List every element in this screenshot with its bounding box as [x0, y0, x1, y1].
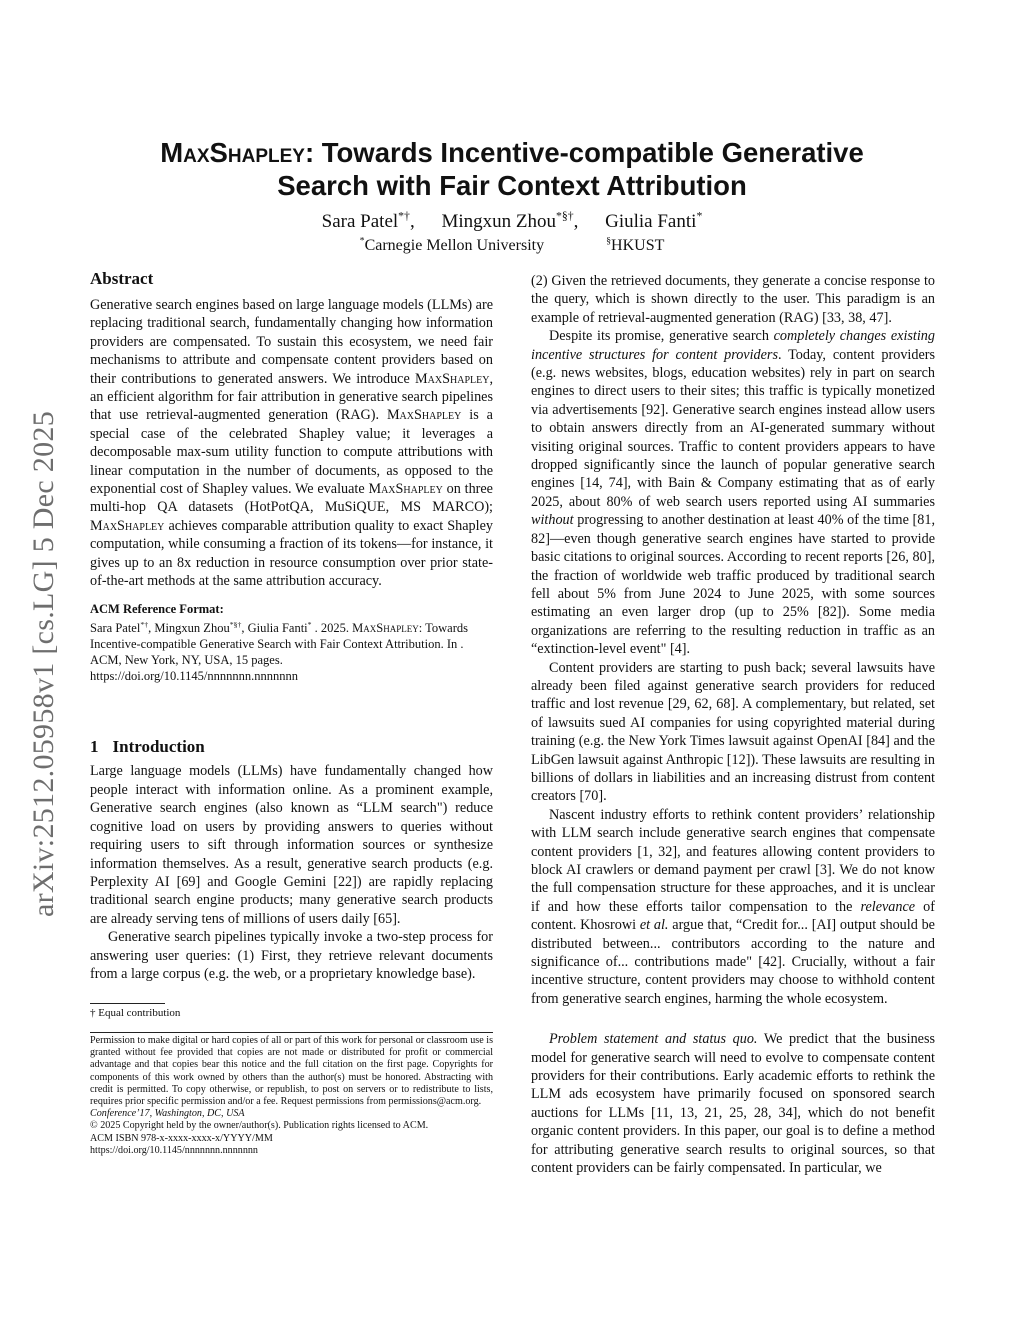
copyright-line: © 2025 Copyright held by the owner/author(s). Publication rights licensed to ACM. — [90, 1120, 429, 1132]
author: Giulia Fanti* — [605, 210, 703, 233]
conference-info: Conference’17, Washington, DC, USA — [90, 1108, 245, 1120]
body-paragraph: Content providers are starting to push back; several lawsuits have already been filed against generative search providers for reduced traffic and lost revenue [29, 62, 68]. A complementary, but related, set of lawsuits sued AI companies for using copyrighted material during training (e.g. the New York Times lawsuit against OpenAI [84] and the LibGen lawsuit against Anthropic [12]). These lawsuits are resulting in billions of dollars in liabilities and an increasing distrust from content creators [70]. — [531, 659, 935, 805]
author: Mingxun Zhou*§†, — [441, 210, 579, 233]
author-list — [90, 210, 934, 233]
permission-divider — [90, 1032, 493, 1033]
body-paragraph: Despite its promise, generative search completely changes existing incentive structures for content providers. Today, content providers (e.g. news websites, blogs, education websites) rely in part on search engines to direct users to their sites; this traffic is typically monetized via advertisements [92]. Generative search engines instead allow users to obtain answers directly from an AI-generated summary without visiting original sources. Traffic to content providers appears to have dropped significantly since the launch of popular generative search engines [14, 74], with Bain & Company estimating that as of early 2025, about 80% of web search users reported using AI summaries without progressing to another destination at least 40% of the time [81, 82]—even though generative search engines have started to provide basic citations to original sources. According to recent reports [26, 80], the fraction of worldwide web traffic produced by traditional search fell about 5% from June 2024 to June 2025, with some sources estimating an even larger drop (up to 25% [82]). Some media organizations are referring to the resulting reduction in traffic as an “extinction-level event" [4]. — [531, 328, 936, 658]
intro-paragraph: Large language models (LLMs) have fundamentally changed how people interact with information online. As a prominent example, Generative search engines (also known as “LLM search") reduce cognitive load on users by providing answers to queries without requiring users to sift through information sources or synthesize information themselves. As a result, generative search products (e.g. Perplexity AI [69] and Google Gemini [22]) are rapidly replacing traditional search engine products; many generative search products are already serving tens of millions of users daily [65]. — [90, 763, 493, 927]
permission-block — [90, 1035, 493, 1157]
title-method-name: MaxShapley — [160, 137, 305, 168]
acm-reference-text: Sara Patel*†, Mingxun Zhou*§†, Giulia Fanti* . 2025. MaxShapley: Towards Incentive-compatible Generative Search with Fair Context Attribution. In . ACM, New York, NY, USA, 15 pages. https://doi.org/10.1145/nnnnnnn.nnnnnnn — [90, 619, 468, 684]
body-paragraph: (2) Given the retrieved documents, they generate a concise response to the query, which is shown directly to the user. This paradigm is an example of retrieval-augmented generation (RAG) [33, 38, 47]. — [531, 273, 935, 326]
paper-title — [90, 136, 934, 202]
title-line2: Search with Fair Context Attribution — [277, 170, 747, 201]
author: Sara Patel*†, — [321, 210, 415, 233]
title-line1: : Towards Incentive-compatible Generative — [304, 137, 864, 168]
left-column — [90, 268, 493, 983]
acm-reference-heading: ACM Reference Format: — [90, 601, 224, 616]
affiliation-list — [90, 236, 934, 255]
footnote-divider — [90, 1003, 165, 1004]
arxiv-identifier: arXiv:2512.05958v1 [cs.LG] 5 Dec 2025 — [27, 411, 60, 917]
doi-link[interactable]: https://doi.org/10.1145/nnnnnnn.nnnnnnn — [90, 1144, 258, 1156]
abstract-text: Generative search engines based on large language models (LLMs) are replacing traditional search, fundamentally changing how information providers are compensated. To sustain this ecosystem, we need fair mechanisms to attribute and compensate content providers based on their contributions to generated answers. We introduce MaxShapley, an efficient algorithm for fair attribution in generative search pipelines that use retrieval-augmented generation (RAG). MaxShapley is a special case of the celebrated Shapley value; it leverages a decomposable max-sum utility function to compute attributions with linear computation in the number of documents, as opposed to the exponential cost of Shapley values. We evaluate MaxShapley on three multi-hop QA datasets (HotPotQA, MuSiQUE, MS MARCO); MaxShapley achieves comparable attribution quality to exact Shapley computation, while consuming a fraction of its tokens—for instance, it gives up to an 8x reduction in resource consumption over prior state-of-the-art methods at the same attribution accuracy. — [90, 297, 493, 590]
affiliation: *Carnegie Mellon University — [359, 236, 545, 255]
permission-text: Permission to make digital or hard copies of all or part of this work for personal or classroom use is granted without fee provided that copies are not made or distributed for profit or commercial advantage and that copies bear this notice and the full citation on the first page. Copyrights for components of this work owned by others than the author(s) must be honored. Abstracting with credit is permitted. To copy otherwise, or republish, to post on servers or to redistribute to lists, requires prior specific permission and/or a fee. Request permissions from permissions@acm.org. — [90, 1035, 493, 1108]
affiliation: §HKUST — [606, 236, 665, 255]
paragraph-heading: Problem statement and status quo. — [549, 1031, 758, 1048]
section-heading-introduction: 1 Introduction — [90, 737, 205, 757]
intro-paragraph: Generative search pipelines typically invoke a two-step process for answering user queries: (1) First, they retrieve relevant documents from a large corpus (e.g. the web, or a proprietary knowledge base). — [90, 929, 493, 982]
footnote: † Equal contribution — [90, 1007, 181, 1019]
abstract-heading: Abstract — [90, 269, 154, 288]
body-paragraph: Problem statement and status quo. We predict that the business model for generative search will need to evolve to compensate content providers for their contributions. Early academic efforts to rethink the LLM ads ecosystem have primarily focused on sponsored search auctions for LLMs [11, 13, 21, 25, 28, 34], which do not benefit organic content providers. In this paper, our goal is to define a method for attributing generative search results to original sources, so that content providers can be fairly compensated. In particular, we — [531, 1031, 936, 1177]
right-column — [531, 272, 935, 1178]
isbn-line: ACM ISBN 978-x-xxxx-xxxx-x/YYYY/MM — [90, 1132, 273, 1144]
body-paragraph: Nascent industry efforts to rethink content providers’ relationship with LLM search include generative search engines that compensate content providers [1, 32], and features allowing content providers to block AI crawlers or demand payment per crawl [3]. We do not know the full compensation structure for these approaches, and it is unclear if and how these efforts tailor compensation to the relevance of content. Khosrowi et al. argue that, “Credit for... [AI] output should be distributed between... contributors according to the nature and significance of... contributions made" [42]. Crucially, without a fair incentive structure, content providers may choose to withhold content from generative search engines, harming the whole ecosystem. — [531, 806, 935, 1007]
